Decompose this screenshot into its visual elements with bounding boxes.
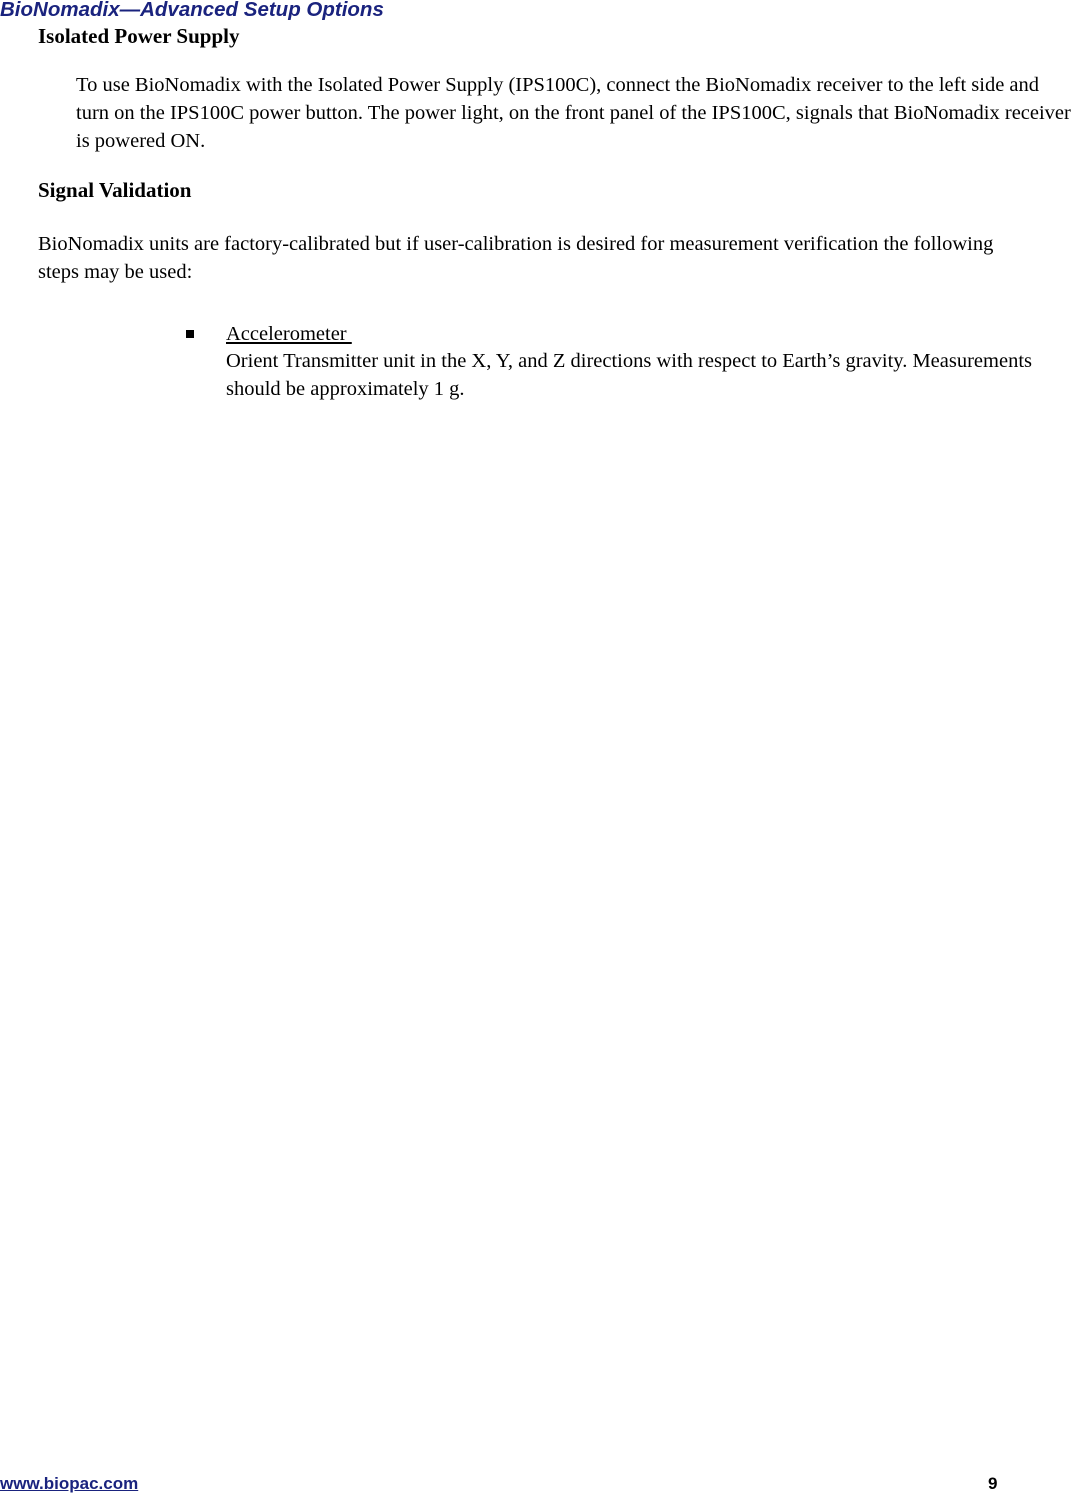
section-heading-signal-validation: Signal Validation: [38, 178, 192, 202]
section-heading-isolated-power-supply: Isolated Power Supply: [38, 24, 240, 48]
square-bullet-icon: [186, 330, 194, 338]
running-header-title: BioNomadix—Advanced Setup Options: [0, 0, 384, 21]
signal-validation-paragraph: BioNomadix units are factory-calibrated but if user-calibration is desired for measurement verification the following steps may be used:: [38, 233, 994, 283]
footer-page-number: 9: [988, 1474, 998, 1493]
isolated-power-supply-paragraph: To use BioNomadix with the Isolated Power Supply (IPS100C), connect the BioNomadix receiver to the left side and turn on the IPS100C power button. The power light, on the front panel of the IPS100C, signals that BioNomadix receiver is powered ON.: [76, 74, 1071, 152]
bullet-title-accelerometer: Accelerometer: [226, 323, 352, 345]
footer-website-link[interactable]: www.biopac.com: [0, 1474, 139, 1493]
bullet-body-accelerometer: Orient Transmitter unit in the X, Y, and Z directions with respect to Earth’s gravity. Measurements should be approximately 1 g.: [226, 350, 1032, 400]
